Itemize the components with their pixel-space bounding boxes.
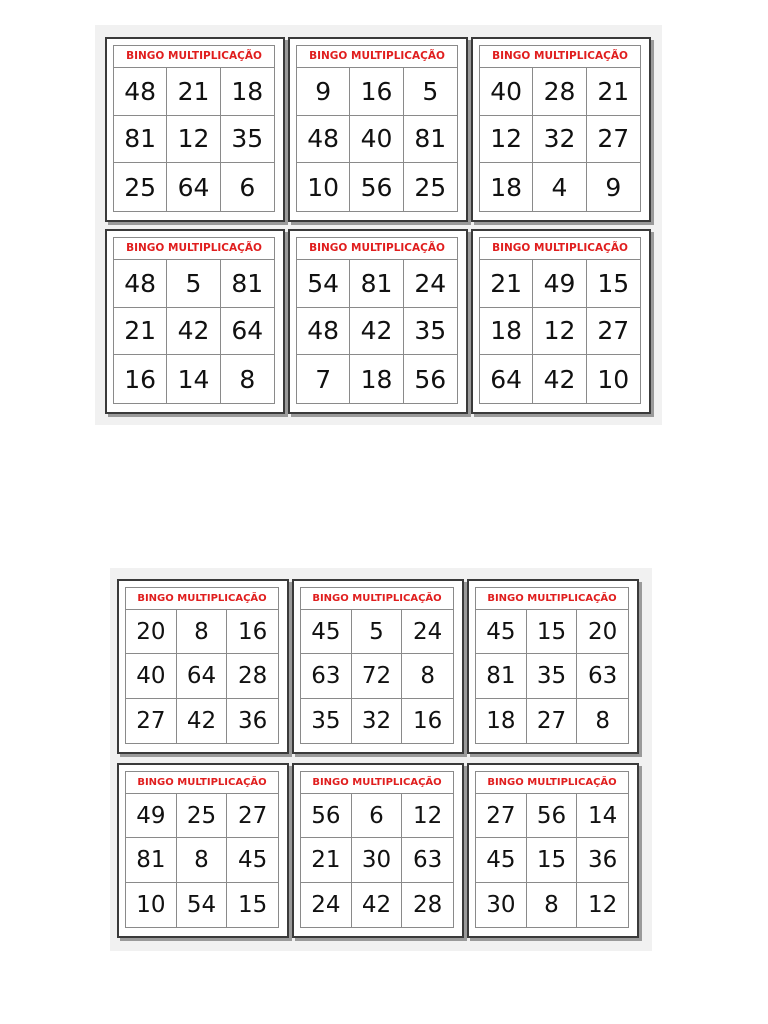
number-cell: 54 [177, 883, 228, 927]
number-cell: 5 [352, 610, 403, 654]
number-cell: 42 [533, 355, 586, 403]
number-cell: 18 [221, 68, 274, 116]
number-cell: 21 [587, 68, 640, 116]
number-cell: 21 [301, 838, 352, 882]
card-title: BINGO MULTIPLICAÇÃO [114, 46, 274, 68]
number-cell: 63 [402, 838, 453, 882]
card-title: BINGO MULTIPLICAÇÃO [480, 46, 640, 68]
number-cell: 6 [239, 172, 256, 202]
card-title: BINGO MULTIPLICAÇÃO [476, 588, 628, 610]
number-cell: 36 [577, 838, 628, 882]
card-frame [296, 45, 458, 212]
number-cell: 18 [350, 355, 403, 403]
number-grid [480, 260, 640, 403]
number-cell: 4 [533, 163, 586, 211]
number-cell: 49 [126, 794, 177, 838]
number-cell: 54 [297, 260, 350, 308]
number-cell: 36 [238, 707, 268, 734]
number-cell: 81 [404, 116, 457, 164]
number-cell: 48 [114, 260, 167, 308]
number-cell: 81 [476, 654, 527, 698]
number-cell: 63 [577, 654, 628, 698]
number-cell: 28 [533, 68, 586, 116]
number-cell: 8 [239, 364, 256, 394]
number-cell: 45 [227, 838, 278, 882]
bingo-card [288, 37, 468, 222]
number-cell: 28 [413, 891, 443, 918]
number-cell: 16 [227, 610, 278, 654]
number-cell: 64 [177, 654, 228, 698]
number-cell: 14 [577, 794, 628, 838]
bingo-card [105, 229, 285, 414]
card-frame [125, 771, 279, 928]
number-grid [301, 794, 453, 927]
number-grid [301, 610, 453, 743]
card-frame [475, 771, 629, 928]
number-cell: 21 [167, 68, 220, 116]
number-cell: 27 [227, 794, 278, 838]
bingo-card [292, 763, 464, 938]
number-grid [297, 68, 457, 211]
number-grid [480, 68, 640, 211]
number-cell: 42 [177, 699, 228, 743]
bingo-card [471, 37, 651, 222]
number-cell: 12 [588, 891, 618, 918]
number-cell: 48 [297, 308, 350, 356]
number-cell: 10 [126, 883, 177, 927]
number-cell: 15 [527, 838, 578, 882]
number-cell: 81 [126, 838, 177, 882]
number-grid [476, 794, 628, 927]
number-cell: 5 [167, 260, 220, 308]
number-grid [126, 610, 278, 743]
card-title: BINGO MULTIPLICAÇÃO [476, 772, 628, 794]
number-cell: 35 [527, 654, 578, 698]
number-cell: 56 [527, 794, 578, 838]
number-cell: 30 [476, 883, 527, 927]
number-cell: 63 [301, 654, 352, 698]
bingo-card [292, 579, 464, 754]
card-frame [479, 45, 641, 212]
bingo-card [288, 229, 468, 414]
number-cell: 10 [297, 163, 350, 211]
number-cell: 72 [352, 654, 403, 698]
number-cell: 32 [533, 116, 586, 164]
number-cell: 27 [126, 699, 177, 743]
number-cell: 42 [352, 883, 403, 927]
bingo-card [117, 579, 289, 754]
number-cell: 15 [527, 610, 578, 654]
card-frame [300, 587, 454, 744]
bingo-card [467, 579, 639, 754]
number-cell: 15 [587, 260, 640, 308]
number-cell: 56 [301, 794, 352, 838]
number-cell: 64 [221, 308, 274, 356]
number-cell: 27 [476, 794, 527, 838]
number-cell: 49 [533, 260, 586, 308]
number-cell: 16 [350, 68, 403, 116]
number-cell: 9 [605, 172, 622, 202]
card-frame [296, 237, 458, 404]
number-grid [114, 68, 274, 211]
number-cell: 21 [480, 260, 533, 308]
number-cell: 81 [350, 260, 403, 308]
bingo-card [467, 763, 639, 938]
number-cell: 35 [301, 699, 352, 743]
number-cell: 9 [297, 68, 350, 116]
number-cell: 45 [301, 610, 352, 654]
number-cell: 7 [297, 355, 350, 403]
number-cell: 40 [480, 68, 533, 116]
number-cell: 12 [402, 794, 453, 838]
number-cell: 25 [177, 794, 228, 838]
number-cell: 18 [480, 163, 533, 211]
number-cell: 18 [480, 308, 533, 356]
number-cell: 16 [413, 707, 443, 734]
number-cell: 8 [177, 838, 228, 882]
number-cell: 8 [177, 610, 228, 654]
number-cell: 27 [587, 308, 640, 356]
number-cell: 12 [533, 308, 586, 356]
number-cell: 64 [480, 355, 533, 403]
card-title: BINGO MULTIPLICAÇÃO [301, 772, 453, 794]
number-cell: 48 [114, 68, 167, 116]
number-cell: 10 [597, 364, 630, 394]
card-title: BINGO MULTIPLICAÇÃO [297, 46, 457, 68]
card-title: BINGO MULTIPLICAÇÃO [126, 772, 278, 794]
number-cell: 18 [476, 699, 527, 743]
number-grid [297, 260, 457, 403]
number-grid [126, 794, 278, 927]
number-cell: 24 [402, 610, 453, 654]
number-cell: 48 [297, 116, 350, 164]
number-cell: 42 [350, 308, 403, 356]
number-cell: 35 [404, 308, 457, 356]
card-title: BINGO MULTIPLICAÇÃO [297, 238, 457, 260]
number-cell: 45 [476, 838, 527, 882]
card-title: BINGO MULTIPLICAÇÃO [114, 238, 274, 260]
number-cell: 81 [221, 260, 274, 308]
number-cell: 25 [114, 163, 167, 211]
number-cell: 35 [221, 116, 274, 164]
number-cell: 32 [352, 699, 403, 743]
number-cell: 56 [350, 163, 403, 211]
number-cell: 24 [404, 260, 457, 308]
number-cell: 27 [587, 116, 640, 164]
card-frame [125, 587, 279, 744]
number-grid [114, 260, 274, 403]
number-cell: 16 [114, 355, 167, 403]
bingo-card [105, 37, 285, 222]
number-cell: 8 [402, 654, 453, 698]
bingo-card [471, 229, 651, 414]
number-cell: 12 [167, 116, 220, 164]
number-cell: 21 [114, 308, 167, 356]
card-title: BINGO MULTIPLICAÇÃO [480, 238, 640, 260]
number-cell: 30 [352, 838, 403, 882]
card-frame [113, 45, 275, 212]
number-cell: 25 [414, 172, 447, 202]
number-cell: 81 [114, 116, 167, 164]
number-cell: 40 [350, 116, 403, 164]
bingo-sheet-top [95, 25, 662, 425]
card-title: BINGO MULTIPLICAÇÃO [126, 588, 278, 610]
card-title: BINGO MULTIPLICAÇÃO [301, 588, 453, 610]
card-frame [300, 771, 454, 928]
number-cell: 27 [527, 699, 578, 743]
number-cell: 45 [476, 610, 527, 654]
bingo-card [117, 763, 289, 938]
number-cell: 56 [414, 364, 447, 394]
number-grid [476, 610, 628, 743]
number-cell: 5 [404, 68, 457, 116]
number-cell: 8 [595, 707, 610, 734]
number-cell: 42 [167, 308, 220, 356]
number-cell: 8 [527, 883, 578, 927]
number-cell: 12 [480, 116, 533, 164]
number-cell: 64 [167, 163, 220, 211]
number-cell: 20 [126, 610, 177, 654]
card-frame [479, 237, 641, 404]
number-cell: 6 [352, 794, 403, 838]
number-cell: 20 [577, 610, 628, 654]
card-frame [113, 237, 275, 404]
bingo-sheet-bottom [110, 568, 652, 951]
number-cell: 28 [227, 654, 278, 698]
number-cell: 14 [167, 355, 220, 403]
number-cell: 40 [126, 654, 177, 698]
number-cell: 15 [238, 891, 268, 918]
card-frame [475, 587, 629, 744]
number-cell: 24 [301, 883, 352, 927]
